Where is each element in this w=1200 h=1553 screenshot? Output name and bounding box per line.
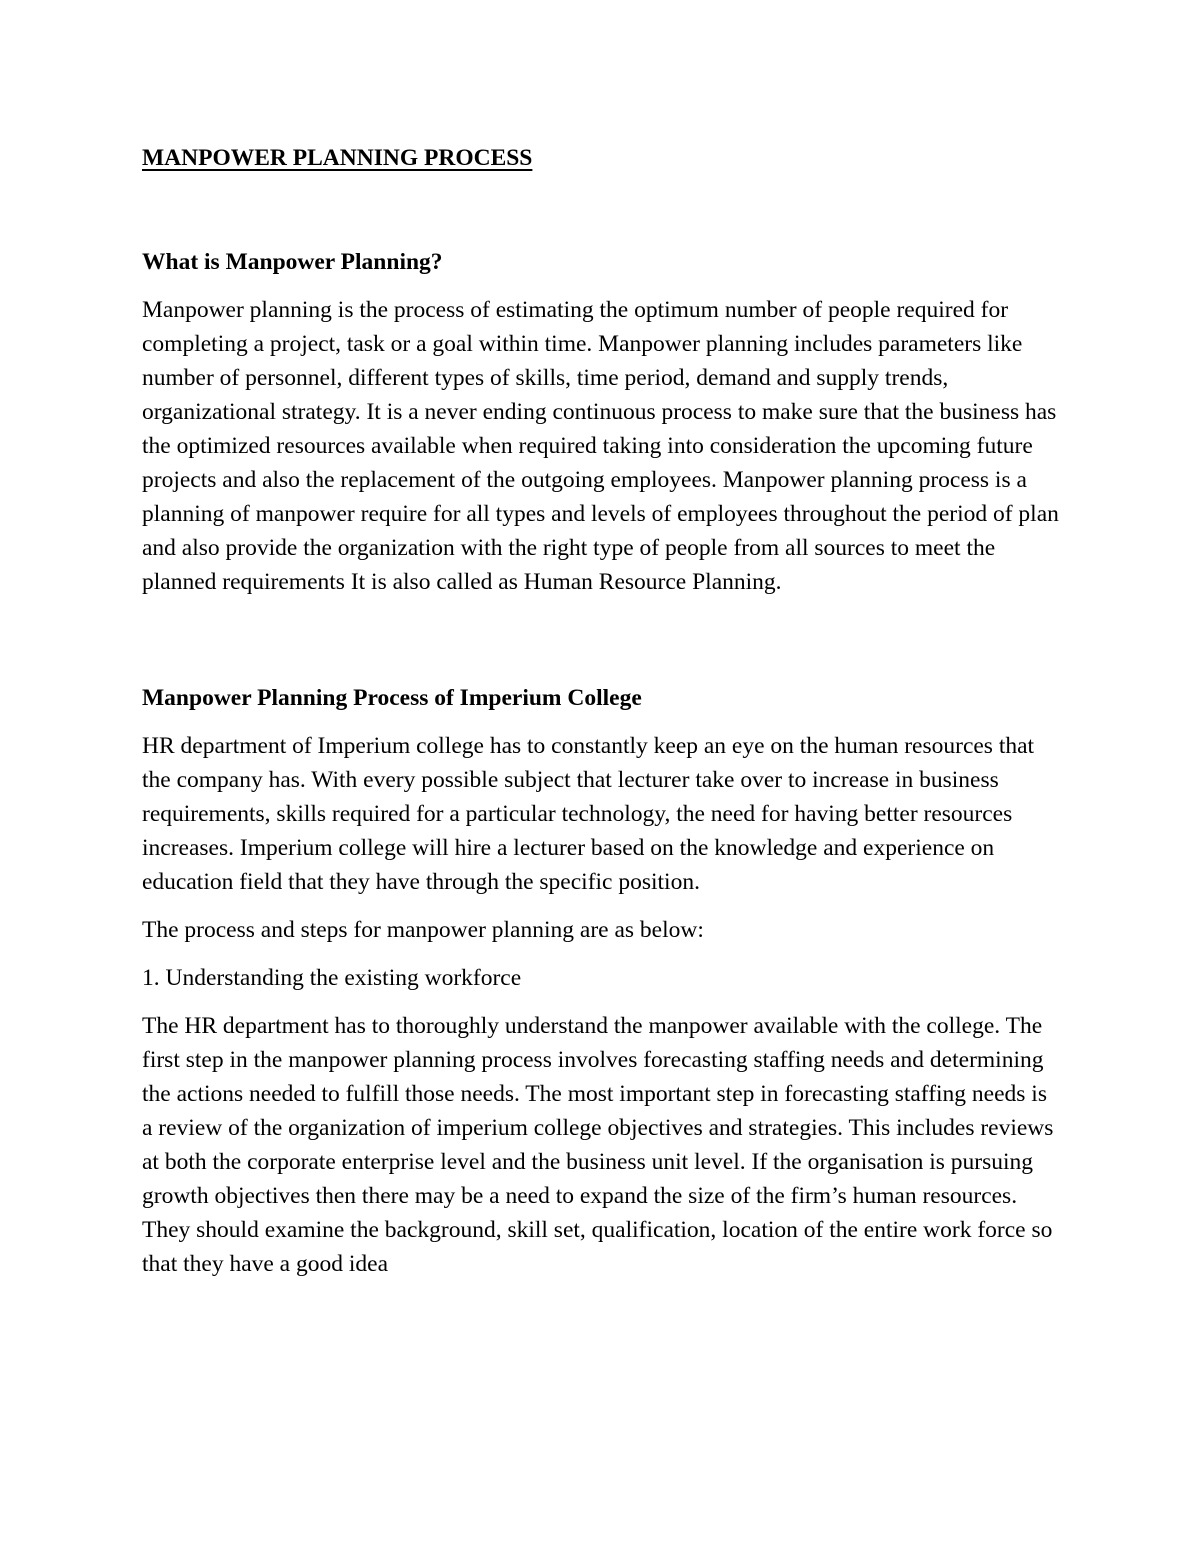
- document-body: [142, 141, 1062, 1281]
- step-heading-understanding-workforce: 1. Understanding the existing workforce: [142, 965, 522, 991]
- section-heading-what-is-manpower-planning: What is Manpower Planning?: [142, 249, 443, 275]
- section-heading-imperium-college: Manpower Planning Process of Imperium College: [142, 685, 642, 711]
- document-title: MANPOWER PLANNING PROCESS: [142, 145, 533, 171]
- paragraph-process-intro: The process and steps for manpower planning are as below:: [142, 917, 704, 943]
- paragraph-hr-department: HR department of Imperium college has to constantly keep an eye on the human resources that the company has. With every possible subject that lecturer take over to increase in business requirements, skills required for a particular technology, the need for having better resources increases. Imperium college will hire a lecturer based on the knowledge and experience on education field that they have through the specific position.: [142, 733, 1035, 895]
- paragraph-understanding-workforce: The HR department has to thoroughly understand the manpower available with the college. The first step in the manpower planning process involves forecasting staffing needs and determining the actions needed to fulfill those needs. The most important step in forecasting staffing needs is a review of the organization of imperium college objectives and strategies. This includes reviews at both the corporate enterprise level and the business unit level. If the organisation is pursuing growth objectives then there may be a need to expand the size of the firm’s human resources. They should examine the background, skill set, qualification, location of the entire work force so that they have a good idea: [142, 1013, 1054, 1277]
- paragraph-definition: Manpower planning is the process of estimating the optimum number of people required for completing a project, task or a goal within time. Manpower planning includes parameters like number of personnel, different types of skills, time period, demand and supply trends, organizational strategy. It is a never ending continuous process to make sure that the business has the optimized resources available when required taking into consideration the upcoming future projects and also the replacement of the outgoing employees. Manpower planning process is a planning of manpower require for all types and levels of employees throughout the period of plan and also provide the organization with the right type of people from all sources to meet the planned requirements It is also called as Human Resource Planning.: [142, 297, 1059, 595]
